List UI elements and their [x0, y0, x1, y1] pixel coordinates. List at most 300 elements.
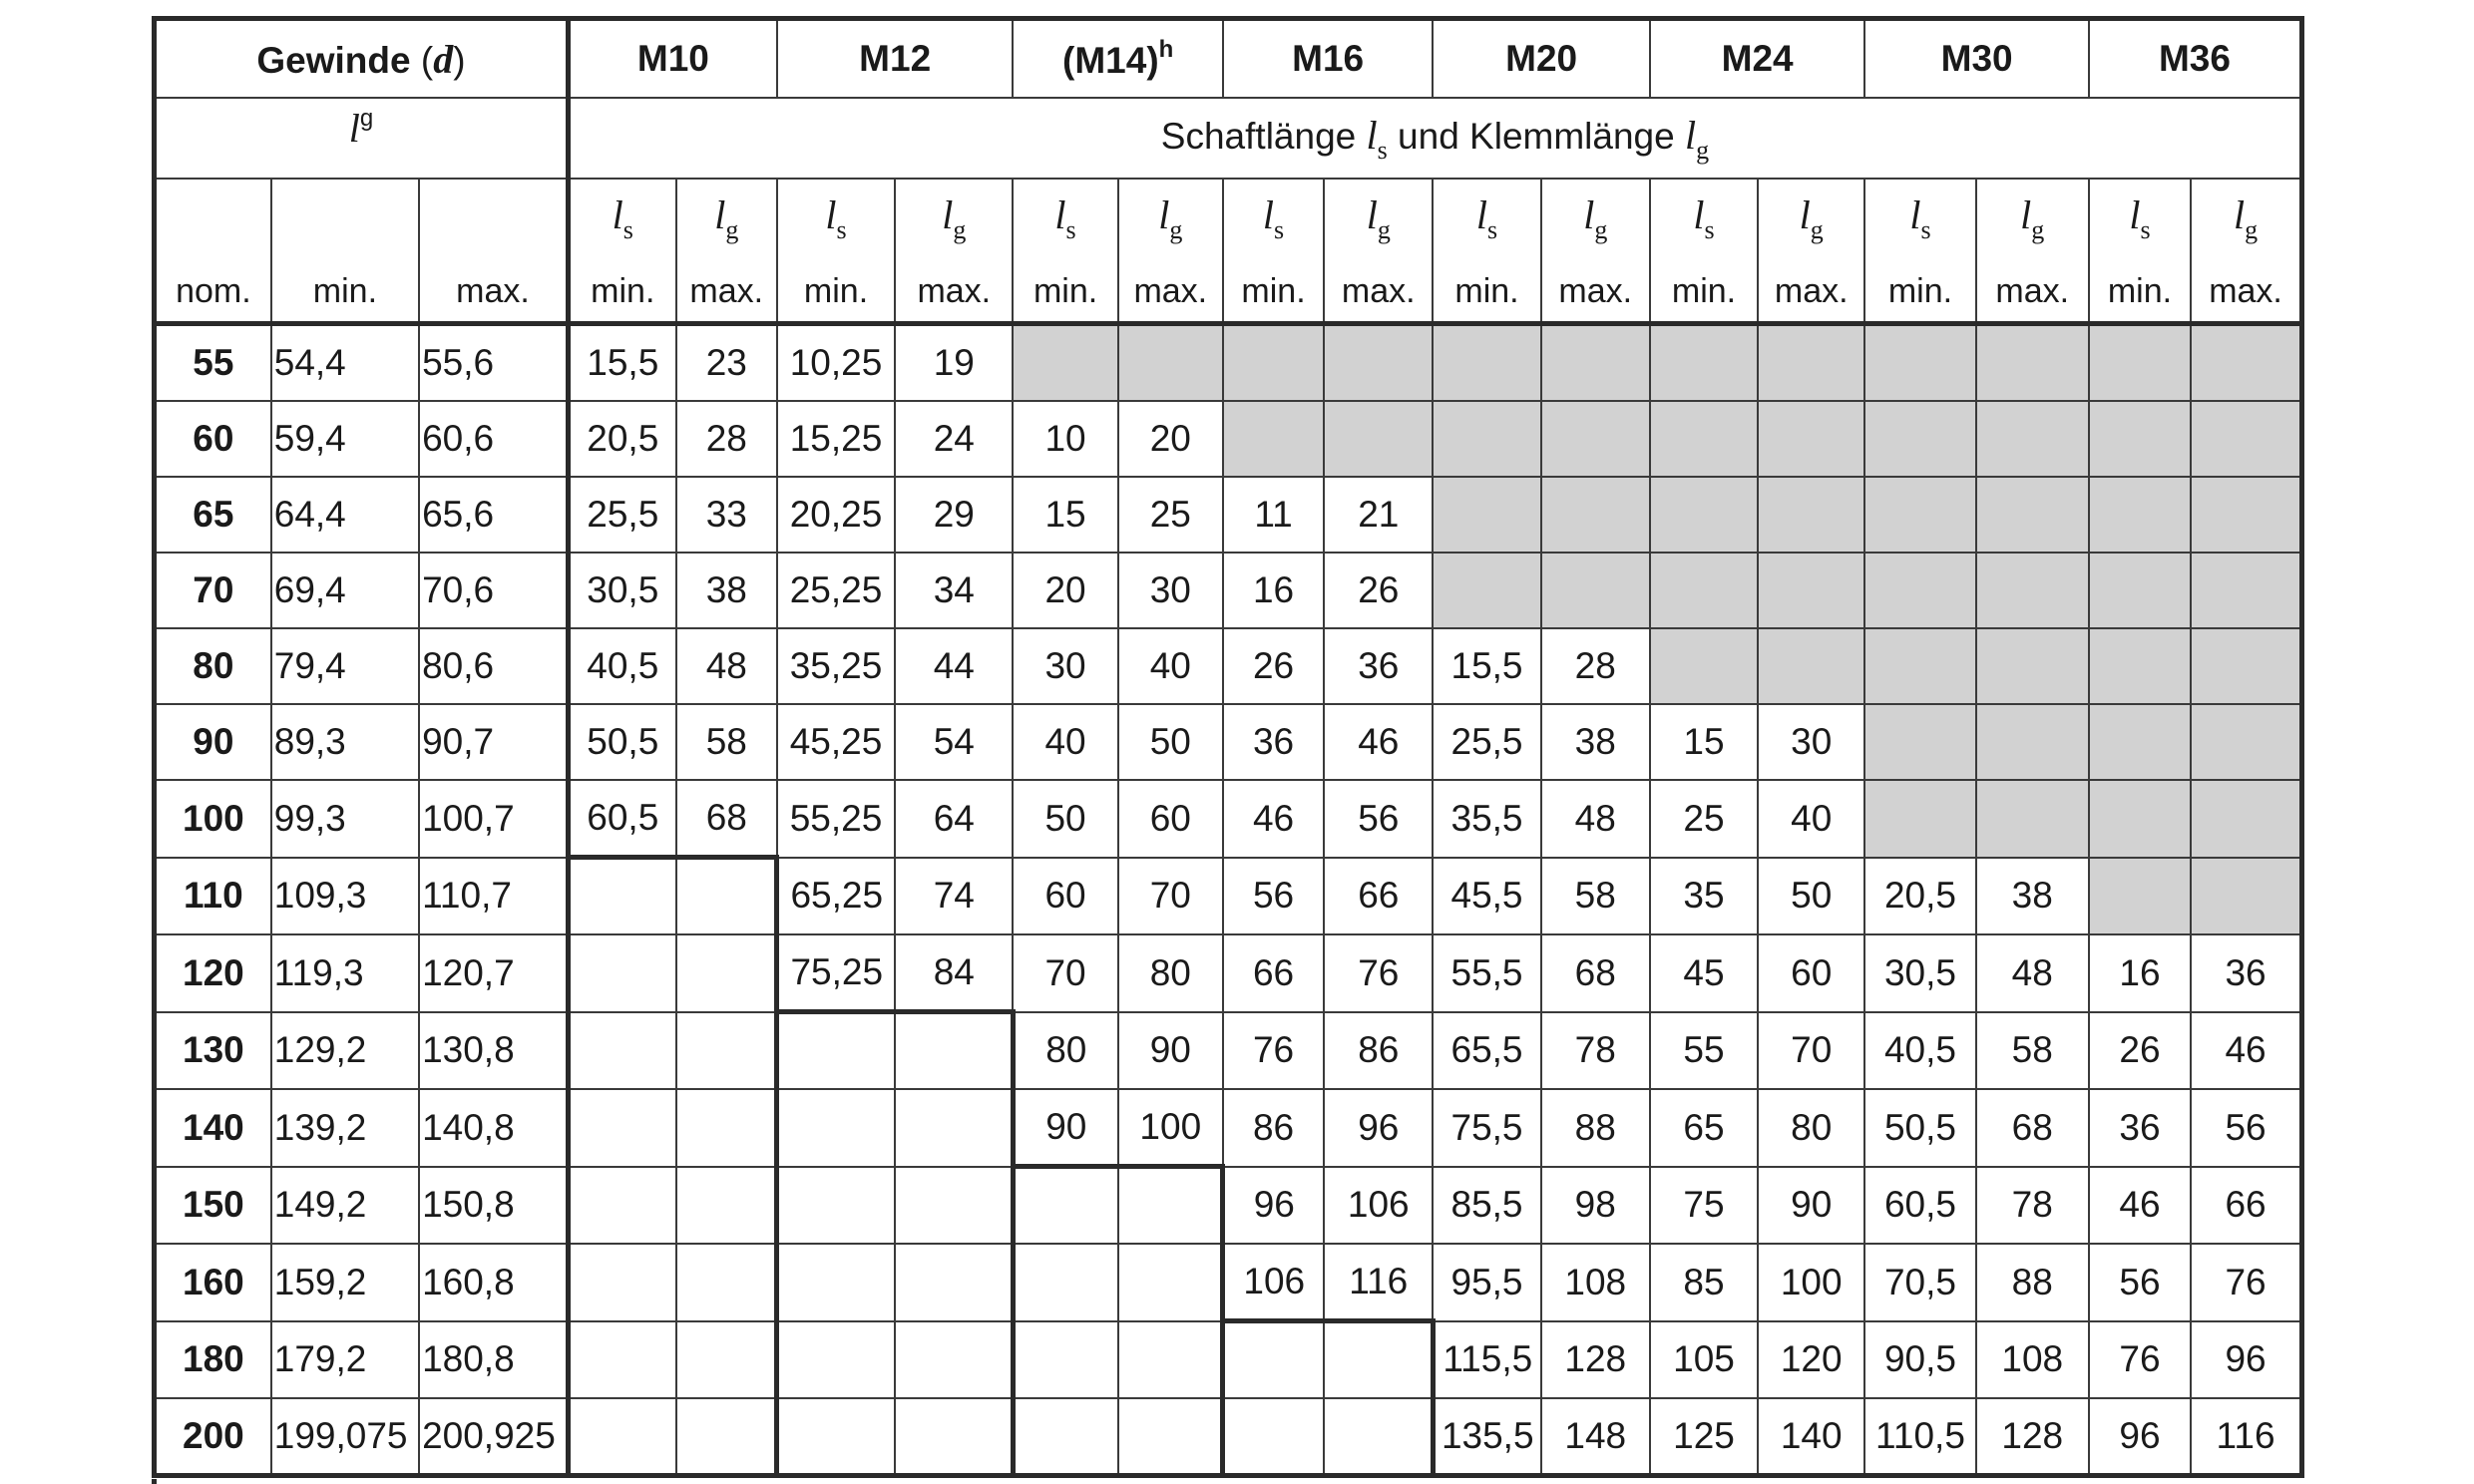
- row-length-min: 139,2: [271, 1089, 419, 1167]
- row-nominal-length: 200: [155, 1398, 271, 1476]
- cell-m14-ls-min: 80: [1013, 1012, 1117, 1090]
- table-row: [155, 477, 2302, 553]
- table-row: [155, 858, 2302, 935]
- thread-length-table-wrapper: [152, 16, 2304, 1478]
- cell-m36-ls-min: 96: [2089, 1398, 2191, 1476]
- cell-m36-lg-max: [2191, 628, 2301, 704]
- col-min-label: min.: [803, 272, 869, 310]
- cell-m24-ls-min: [1650, 477, 1758, 553]
- table-row: [155, 1012, 2302, 1090]
- cell-m14-lg-max: 60: [1118, 780, 1223, 858]
- subheading-part2: und Klemmlänge: [1387, 115, 1685, 157]
- cell-m36-ls-min: [2089, 553, 2191, 628]
- cell-m10-lg-max: [676, 1244, 777, 1321]
- lg-column-symbol: $l_g$: [1799, 192, 1824, 244]
- row-nominal-length: 65: [155, 477, 271, 553]
- cell-m12-lg-max: 44: [895, 628, 1013, 704]
- cell-m10-lg-max: [676, 1321, 777, 1399]
- cell-m14-ls-min: [1013, 324, 1117, 402]
- lg-column-symbol: $l_g$: [1366, 192, 1391, 244]
- cell-m24-lg-max: 100: [1758, 1244, 1864, 1321]
- cell-m20-lg-max: 28: [1541, 628, 1650, 704]
- row-length-min: 149,2: [271, 1167, 419, 1245]
- cell-m16-lg-max: 46: [1324, 704, 1433, 780]
- col-max-label: max.: [689, 272, 764, 310]
- cell-m12-ls-min: 75,25: [777, 934, 895, 1012]
- cell-m24-lg-max: [1758, 553, 1864, 628]
- cell-m30-lg-max: 58: [1976, 1012, 2089, 1090]
- col-header-m12-ls: [777, 179, 895, 324]
- cell-m12-lg-max: [895, 1012, 1013, 1090]
- cell-m16-lg-max: 56: [1324, 780, 1433, 858]
- cell-m14-ls-min: 30: [1013, 628, 1117, 704]
- cell-m20-lg-max: [1541, 553, 1650, 628]
- cell-m10-ls-min: [568, 1398, 675, 1476]
- row-nominal-length: 100: [155, 780, 271, 858]
- m14-footnote-mark: h: [1158, 36, 1174, 63]
- row-length-max: 150,8: [419, 1167, 568, 1245]
- col-max-label: max.: [1558, 272, 1633, 310]
- cell-m24-ls-min: 55: [1650, 1012, 1758, 1090]
- row-length-min: 199,075: [271, 1398, 419, 1476]
- cell-m30-ls-min: 30,5: [1864, 934, 1975, 1012]
- cell-m16-ls-min: 11: [1223, 477, 1324, 553]
- cell-m36-lg-max: 66: [2191, 1167, 2301, 1245]
- lg-column-symbol: $l_g$: [2233, 192, 2259, 244]
- cell-m14-ls-min: 50: [1013, 780, 1117, 858]
- cell-m30-ls-min: 70,5: [1864, 1244, 1975, 1321]
- cell-m16-lg-max: 66: [1324, 858, 1433, 935]
- table-bottom-edge: [152, 1479, 157, 1484]
- cell-m30-ls-min: [1864, 401, 1975, 477]
- row-length-min: 79,4: [271, 628, 419, 704]
- cell-m30-lg-max: 38: [1976, 858, 2089, 935]
- cell-m10-lg-max: [676, 1012, 777, 1090]
- table-row: [155, 1167, 2302, 1245]
- ls-column-symbol: $l_s$: [1475, 192, 1498, 244]
- size-m14-label: (M14): [1062, 40, 1159, 81]
- cell-m20-lg-max: 48: [1541, 780, 1650, 858]
- cell-m12-ls-min: 55,25: [777, 780, 895, 858]
- row-length-max: 100,7: [419, 780, 568, 858]
- cell-m36-ls-min: [2089, 324, 2191, 402]
- cell-m12-lg-max: [895, 1321, 1013, 1399]
- row-nominal-length: 160: [155, 1244, 271, 1321]
- cell-m36-ls-min: [2089, 477, 2191, 553]
- cell-m30-lg-max: [1976, 477, 2089, 553]
- cell-m12-lg-max: [895, 1167, 1013, 1245]
- cell-m10-ls-min: [568, 934, 675, 1012]
- cell-m30-lg-max: [1976, 704, 2089, 780]
- cell-m24-ls-min: 15: [1650, 704, 1758, 780]
- row-length-min: 64,4: [271, 477, 419, 553]
- cell-m16-lg-max: 86: [1324, 1012, 1433, 1090]
- cell-m10-lg-max: [676, 858, 777, 935]
- cell-m30-ls-min: [1864, 477, 1975, 553]
- cell-m10-lg-max: [676, 1167, 777, 1245]
- cell-m12-lg-max: 29: [895, 477, 1013, 553]
- lg-column-symbol: $l_g$: [2020, 192, 2045, 244]
- thread-symbol: d: [433, 36, 454, 82]
- cell-m10-lg-max: 48: [676, 628, 777, 704]
- cell-m10-lg-max: [676, 1398, 777, 1476]
- table-row: [155, 934, 2302, 1012]
- cell-m36-ls-min: [2089, 401, 2191, 477]
- cell-m20-ls-min: 135,5: [1433, 1398, 1540, 1476]
- cell-m24-ls-min: 125: [1650, 1398, 1758, 1476]
- cell-m10-ls-min: 25,5: [568, 477, 675, 553]
- cell-m12-lg-max: [895, 1089, 1013, 1167]
- cell-m14-lg-max: 50: [1118, 704, 1223, 780]
- size-header-m16: M16: [1223, 19, 1433, 99]
- cell-m24-lg-max: [1758, 324, 1864, 402]
- cell-m30-lg-max: [1976, 553, 2089, 628]
- cell-m14-lg-max: 80: [1118, 934, 1223, 1012]
- cell-m10-ls-min: [568, 1089, 675, 1167]
- cell-m30-lg-max: 128: [1976, 1398, 2089, 1476]
- cell-m30-ls-min: [1864, 324, 1975, 402]
- row-length-max: 80,6: [419, 628, 568, 704]
- cell-m12-ls-min: 35,25: [777, 628, 895, 704]
- l-header-cell: [155, 98, 569, 179]
- cell-m30-ls-min: 110,5: [1864, 1398, 1975, 1476]
- row-nominal-length: 90: [155, 704, 271, 780]
- cell-m12-lg-max: 74: [895, 858, 1013, 935]
- cell-m14-ls-min: 70: [1013, 934, 1117, 1012]
- cell-m16-lg-max: 106: [1324, 1167, 1433, 1245]
- row-nominal-length: 80: [155, 628, 271, 704]
- col-header-m24-ls: [1650, 179, 1758, 324]
- row-length-max: 120,7: [419, 934, 568, 1012]
- size-header-m14: [1013, 19, 1222, 99]
- row-length-max: 200,925: [419, 1398, 568, 1476]
- row-length-min: 54,4: [271, 324, 419, 402]
- row-nominal-length: 150: [155, 1167, 271, 1245]
- row-length-max: 90,7: [419, 704, 568, 780]
- cell-m30-ls-min: 20,5: [1864, 858, 1975, 935]
- cell-m36-ls-min: [2089, 628, 2191, 704]
- cell-m14-lg-max: [1118, 1167, 1223, 1245]
- col-header-m10-ls: [568, 179, 675, 324]
- col-min-label: min.: [1887, 272, 1953, 310]
- size-header-m10: M10: [568, 19, 776, 99]
- table-row: [155, 1089, 2302, 1167]
- cell-m24-lg-max: 30: [1758, 704, 1864, 780]
- cell-m16-ls-min: 96: [1223, 1167, 1324, 1245]
- col-max-label: max.: [1995, 272, 2070, 310]
- col-max-label: max.: [1774, 272, 1849, 310]
- cell-m10-ls-min: [568, 1244, 675, 1321]
- cell-m20-lg-max: 128: [1541, 1321, 1650, 1399]
- row-length-min: 159,2: [271, 1244, 419, 1321]
- cell-m20-ls-min: 65,5: [1433, 1012, 1540, 1090]
- header-row-subheading: [155, 98, 2302, 179]
- cell-m24-lg-max: 120: [1758, 1321, 1864, 1399]
- subheading-part1: Schaftlänge: [1160, 115, 1367, 157]
- row-length-max: 160,8: [419, 1244, 568, 1321]
- cell-m20-lg-max: 108: [1541, 1244, 1650, 1321]
- cell-m20-lg-max: [1541, 401, 1650, 477]
- col-header-m16-ls: [1223, 179, 1324, 324]
- cell-m36-ls-min: 26: [2089, 1012, 2191, 1090]
- cell-m16-ls-min: [1223, 401, 1324, 477]
- cell-m16-ls-min: 16: [1223, 553, 1324, 628]
- col-header-m36-lg: [2191, 179, 2301, 324]
- cell-m16-ls-min: 106: [1223, 1244, 1324, 1321]
- cell-m16-lg-max: 21: [1324, 477, 1433, 553]
- col-max-label: max.: [917, 272, 992, 310]
- cell-m30-ls-min: 90,5: [1864, 1321, 1975, 1399]
- col-max-label: max.: [2209, 272, 2282, 310]
- cell-m16-ls-min: [1223, 1398, 1324, 1476]
- cell-m10-ls-min: 15,5: [568, 324, 675, 402]
- cell-m36-ls-min: 16: [2089, 934, 2191, 1012]
- cell-m24-lg-max: 140: [1758, 1398, 1864, 1476]
- row-length-min: 99,3: [271, 780, 419, 858]
- row-nominal-length: 70: [155, 553, 271, 628]
- cell-m36-lg-max: 36: [2191, 934, 2301, 1012]
- cell-m10-ls-min: 60,5: [568, 780, 675, 858]
- cell-m10-ls-min: [568, 1167, 675, 1245]
- cell-m12-ls-min: 20,25: [777, 477, 895, 553]
- cell-m24-lg-max: 40: [1758, 780, 1864, 858]
- cell-m16-lg-max: [1324, 401, 1433, 477]
- cell-m10-lg-max: 28: [676, 401, 777, 477]
- col-header-m12-lg: [895, 179, 1013, 324]
- size-header-m24: M24: [1650, 19, 1864, 99]
- ls-column-symbol: $l_s$: [825, 192, 847, 244]
- cell-m30-lg-max: [1976, 780, 2089, 858]
- ls-column-symbol: $l_s$: [1054, 192, 1076, 244]
- cell-m20-ls-min: 75,5: [1433, 1089, 1540, 1167]
- cell-m30-ls-min: [1864, 780, 1975, 858]
- lg-column-symbol: $l_g$: [1158, 192, 1183, 244]
- row-nominal-length: 180: [155, 1321, 271, 1399]
- cell-m14-ls-min: [1013, 1167, 1117, 1245]
- table-row: [155, 1398, 2302, 1476]
- cell-m14-lg-max: [1118, 1321, 1223, 1399]
- cell-m36-ls-min: [2089, 704, 2191, 780]
- col-header-l-max: [419, 179, 568, 324]
- cell-m12-ls-min: [777, 1398, 895, 1476]
- cell-m20-ls-min: 55,5: [1433, 934, 1540, 1012]
- cell-m12-ls-min: 10,25: [777, 324, 895, 402]
- row-length-min: 89,3: [271, 704, 419, 780]
- cell-m12-ls-min: [777, 1012, 895, 1090]
- cell-m24-lg-max: 70: [1758, 1012, 1864, 1090]
- table-row: [155, 628, 2302, 704]
- cell-m36-ls-min: 36: [2089, 1089, 2191, 1167]
- cell-m10-ls-min: 30,5: [568, 553, 675, 628]
- cell-m20-ls-min: 25,5: [1433, 704, 1540, 780]
- col-min-label: min.: [2107, 272, 2173, 310]
- row-nominal-length: 60: [155, 401, 271, 477]
- cell-m12-ls-min: [777, 1321, 895, 1399]
- row-length-max: 130,8: [419, 1012, 568, 1090]
- cell-m16-lg-max: 36: [1324, 628, 1433, 704]
- cell-m10-ls-min: [568, 1321, 675, 1399]
- cell-m14-lg-max: 40: [1118, 628, 1223, 704]
- ls-column-symbol: $l_s$: [1909, 192, 1931, 244]
- cell-m20-lg-max: 58: [1541, 858, 1650, 935]
- col-header-m14-ls: [1013, 179, 1117, 324]
- cell-m14-lg-max: 25: [1118, 477, 1223, 553]
- cell-m14-lg-max: [1118, 324, 1223, 402]
- cell-m36-lg-max: 96: [2191, 1321, 2301, 1399]
- row-length-min: 179,2: [271, 1321, 419, 1399]
- cell-m14-ls-min: [1013, 1321, 1117, 1399]
- table-row: [155, 324, 2302, 402]
- cell-m12-lg-max: 24: [895, 401, 1013, 477]
- cell-m30-ls-min: [1864, 704, 1975, 780]
- ls-column-symbol: $l_s$: [2129, 192, 2151, 244]
- cell-m30-lg-max: [1976, 324, 2089, 402]
- ls-column-symbol: $l_s$: [1262, 192, 1285, 244]
- cell-m20-lg-max: 68: [1541, 934, 1650, 1012]
- row-length-min: 69,4: [271, 553, 419, 628]
- row-length-max: 180,8: [419, 1321, 568, 1399]
- cell-m10-ls-min: [568, 1012, 675, 1090]
- cell-m14-ls-min: 20: [1013, 553, 1117, 628]
- cell-m20-lg-max: 38: [1541, 704, 1650, 780]
- cell-m12-ls-min: [777, 1089, 895, 1167]
- cell-m30-lg-max: [1976, 401, 2089, 477]
- table-row: [155, 1321, 2302, 1399]
- cell-m10-ls-min: [568, 858, 675, 935]
- cell-m12-ls-min: 45,25: [777, 704, 895, 780]
- ls-symbol: l: [1366, 112, 1378, 158]
- table-row: [155, 704, 2302, 780]
- row-nominal-length: 130: [155, 1012, 271, 1090]
- table-row: [155, 553, 2302, 628]
- cell-m20-lg-max: [1541, 324, 1650, 402]
- cell-m14-ls-min: 90: [1013, 1089, 1117, 1167]
- cell-m12-ls-min: [777, 1167, 895, 1245]
- cell-m12-lg-max: 19: [895, 324, 1013, 402]
- cell-m20-lg-max: [1541, 477, 1650, 553]
- lg-column-symbol: $l_g$: [714, 192, 739, 244]
- cell-m36-lg-max: 46: [2191, 1012, 2301, 1090]
- ls-subscript: s: [1377, 135, 1388, 165]
- cell-m16-lg-max: [1324, 324, 1433, 402]
- cell-m14-lg-max: 90: [1118, 1012, 1223, 1090]
- row-length-min: 109,3: [271, 858, 419, 935]
- cell-m36-ls-min: [2089, 858, 2191, 935]
- cell-m30-ls-min: 60,5: [1864, 1167, 1975, 1245]
- cell-m36-lg-max: 76: [2191, 1244, 2301, 1321]
- cell-m36-ls-min: [2089, 780, 2191, 858]
- cell-m16-lg-max: [1324, 1398, 1433, 1476]
- cell-m24-ls-min: 65: [1650, 1089, 1758, 1167]
- col-header-m20-ls: [1433, 179, 1540, 324]
- cell-m10-lg-max: [676, 1089, 777, 1167]
- row-nominal-length: 55: [155, 324, 271, 402]
- row-nominal-length: 120: [155, 934, 271, 1012]
- cell-m30-lg-max: 78: [1976, 1167, 2089, 1245]
- cell-m24-ls-min: [1650, 553, 1758, 628]
- cell-m14-ls-min: 10: [1013, 401, 1117, 477]
- cell-m20-ls-min: 85,5: [1433, 1167, 1540, 1245]
- col-header-m30-ls: [1864, 179, 1975, 324]
- cell-m24-ls-min: 45: [1650, 934, 1758, 1012]
- col-header-m16-lg: [1324, 179, 1433, 324]
- cell-m16-ls-min: [1223, 324, 1324, 402]
- cell-m24-ls-min: 85: [1650, 1244, 1758, 1321]
- cell-m36-lg-max: [2191, 477, 2301, 553]
- header-row-columns: [155, 179, 2302, 324]
- thread-header-cell: Gewinde (d): [155, 19, 569, 99]
- lg-column-symbol: $l_g$: [1583, 192, 1608, 244]
- l-symbol: l: [348, 106, 360, 151]
- cell-m14-ls-min: 60: [1013, 858, 1117, 935]
- cell-m30-ls-min: 40,5: [1864, 1012, 1975, 1090]
- subheading-cell: [568, 98, 2301, 179]
- cell-m14-lg-max: 30: [1118, 553, 1223, 628]
- cell-m14-lg-max: 20: [1118, 401, 1223, 477]
- cell-m14-lg-max: 70: [1118, 858, 1223, 935]
- cell-m16-lg-max: 116: [1324, 1244, 1433, 1321]
- table-row: [155, 401, 2302, 477]
- col-header-l-min: [271, 179, 419, 324]
- cell-m24-lg-max: [1758, 477, 1864, 553]
- cell-m10-lg-max: 23: [676, 324, 777, 402]
- cell-m36-lg-max: [2191, 553, 2301, 628]
- cell-m24-lg-max: [1758, 401, 1864, 477]
- cell-m30-ls-min: [1864, 628, 1975, 704]
- cell-m36-lg-max: [2191, 324, 2301, 402]
- cell-m10-ls-min: 50,5: [568, 704, 675, 780]
- col-header-nom: [155, 179, 271, 324]
- size-header-m20: M20: [1433, 19, 1649, 99]
- cell-m12-lg-max: 34: [895, 553, 1013, 628]
- cell-m12-ls-min: 65,25: [777, 858, 895, 935]
- size-header-m30: M30: [1864, 19, 2089, 99]
- cell-m36-lg-max: [2191, 858, 2301, 935]
- cell-m14-lg-max: [1118, 1398, 1223, 1476]
- cell-m36-lg-max: [2191, 780, 2301, 858]
- cell-m24-lg-max: 50: [1758, 858, 1864, 935]
- col-header-m10-lg: [676, 179, 777, 324]
- cell-m14-lg-max: [1118, 1244, 1223, 1321]
- row-length-max: 55,6: [419, 324, 568, 402]
- col-nom-label: nom.: [176, 272, 251, 310]
- cell-m10-lg-max: 58: [676, 704, 777, 780]
- cell-m30-lg-max: 88: [1976, 1244, 2089, 1321]
- cell-m14-ls-min: [1013, 1244, 1117, 1321]
- col-min-label: min.: [1032, 272, 1098, 310]
- row-length-max: 60,6: [419, 401, 568, 477]
- cell-m24-ls-min: 75: [1650, 1167, 1758, 1245]
- cell-m14-ls-min: 40: [1013, 704, 1117, 780]
- cell-m36-ls-min: 56: [2089, 1244, 2191, 1321]
- cell-m12-ls-min: 15,25: [777, 401, 895, 477]
- cell-m24-lg-max: [1758, 628, 1864, 704]
- cell-m10-ls-min: 40,5: [568, 628, 675, 704]
- cell-m14-ls-min: [1013, 1398, 1117, 1476]
- cell-m16-ls-min: [1223, 1321, 1324, 1399]
- size-header-m12: M12: [777, 19, 1014, 99]
- col-header-m14-lg: [1118, 179, 1223, 324]
- cell-m14-lg-max: 100: [1118, 1089, 1223, 1167]
- col-max-label: max.: [1341, 272, 1416, 310]
- cell-m10-lg-max: 38: [676, 553, 777, 628]
- cell-m20-ls-min: 15,5: [1433, 628, 1540, 704]
- cell-m12-lg-max: 54: [895, 704, 1013, 780]
- cell-m20-lg-max: 98: [1541, 1167, 1650, 1245]
- cell-m30-ls-min: [1864, 553, 1975, 628]
- cell-m16-ls-min: 36: [1223, 704, 1324, 780]
- cell-m12-lg-max: 64: [895, 780, 1013, 858]
